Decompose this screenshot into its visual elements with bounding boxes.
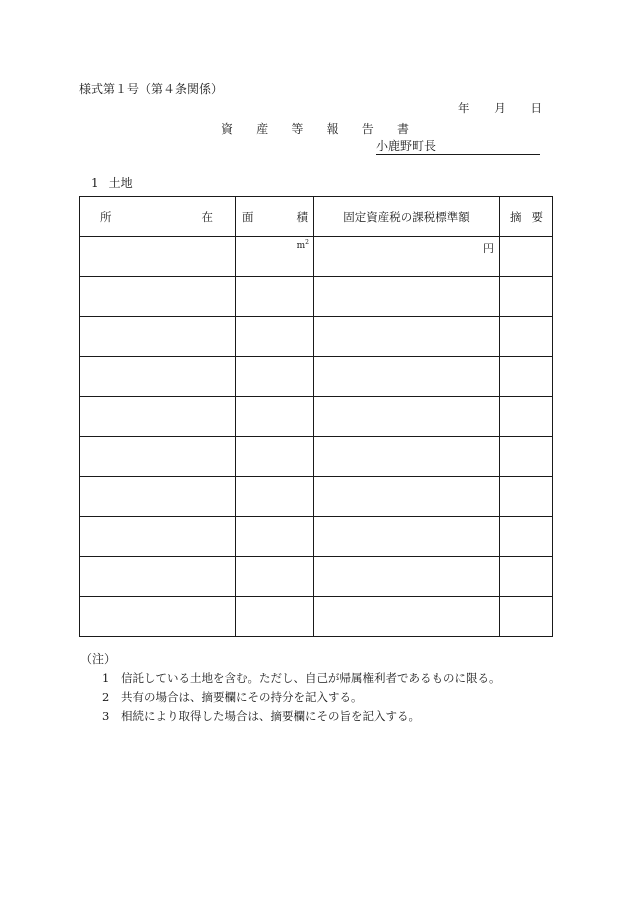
notes-heading: （注） <box>80 652 117 666</box>
area-cell[interactable] <box>236 357 314 397</box>
tax-value-cell[interactable] <box>314 477 500 517</box>
table-row <box>80 477 553 517</box>
table-row <box>80 357 553 397</box>
document-title <box>221 120 409 137</box>
remarks-cell[interactable] <box>500 557 553 597</box>
header-location: 所 在 <box>80 197 236 237</box>
location-cell[interactable] <box>80 317 236 357</box>
date-day: 日 <box>530 101 542 115</box>
table-header-row <box>80 197 553 237</box>
date-month: 月 <box>494 101 506 115</box>
tax-value-cell[interactable] <box>314 517 500 557</box>
header-tax-value: 固定資産税の課税標準額 <box>314 197 500 237</box>
table-row <box>80 597 553 637</box>
note-item: 2 共有の場合は、摘要欄にその持分を記入する。 <box>102 690 363 704</box>
title-char: 等 <box>291 122 304 136</box>
addressee: 小鹿野町長 <box>376 139 540 155</box>
section-number: 1 <box>91 176 99 190</box>
remarks-cell[interactable] <box>500 237 553 277</box>
area-cell[interactable] <box>236 557 314 597</box>
table-row <box>80 397 553 437</box>
remarks-cell[interactable] <box>500 517 553 557</box>
remarks-cell[interactable] <box>500 597 553 637</box>
area-cell[interactable] <box>236 597 314 637</box>
tax-value-cell[interactable] <box>314 557 500 597</box>
yen-unit: 円 <box>483 242 494 255</box>
location-cell[interactable] <box>80 557 236 597</box>
area-cell[interactable] <box>236 437 314 477</box>
area-cell[interactable] <box>236 477 314 517</box>
location-cell[interactable] <box>80 277 236 317</box>
area-cell[interactable] <box>236 517 314 557</box>
location-cell[interactable] <box>80 477 236 517</box>
remarks-cell[interactable] <box>500 437 553 477</box>
date-line <box>458 100 542 116</box>
location-cell[interactable] <box>80 357 236 397</box>
tax-value-cell[interactable] <box>314 357 500 397</box>
area-unit: $m^2$ <box>296 239 309 251</box>
table-row <box>80 237 553 277</box>
area-cell[interactable] <box>236 277 314 317</box>
remarks-cell[interactable] <box>500 397 553 437</box>
note-item: 1 信託している土地を含む。ただし、自己が帰属権利者であるものに限る。 <box>102 671 501 685</box>
location-cell[interactable] <box>80 597 236 637</box>
remarks-cell[interactable] <box>500 317 553 357</box>
remarks-cell[interactable] <box>500 277 553 317</box>
tax-value-cell[interactable] <box>314 597 500 637</box>
land-table <box>79 196 553 637</box>
table-row <box>80 517 553 557</box>
date-year: 年 <box>458 101 470 115</box>
location-cell[interactable] <box>80 397 236 437</box>
section-heading <box>91 174 133 191</box>
section-label: 土地 <box>108 176 133 190</box>
title-char: 資 <box>221 122 234 136</box>
title-char: 書 <box>396 122 409 136</box>
title-char: 告 <box>361 122 374 136</box>
area-cell[interactable] <box>236 317 314 357</box>
remarks-cell[interactable] <box>500 357 553 397</box>
table-row <box>80 277 553 317</box>
table-row <box>80 317 553 357</box>
header-remarks: 摘 要 <box>500 197 553 237</box>
table-row <box>80 557 553 597</box>
tax-value-cell[interactable] <box>314 397 500 437</box>
remarks-cell[interactable] <box>500 477 553 517</box>
area-cell[interactable] <box>236 397 314 437</box>
form-number: 様式第１号（第４条関係） <box>79 82 224 96</box>
tax-value-cell[interactable] <box>314 317 500 357</box>
location-cell[interactable] <box>80 437 236 477</box>
tax-value-cell[interactable] <box>314 237 500 277</box>
tax-value-cell[interactable] <box>314 277 500 317</box>
header-area: 面 積 <box>236 197 314 237</box>
location-cell[interactable] <box>80 517 236 557</box>
area-cell[interactable] <box>236 237 314 277</box>
table-row <box>80 437 553 477</box>
title-char: 報 <box>326 122 339 136</box>
location-cell[interactable] <box>80 237 236 277</box>
note-item: 3 相続により取得した場合は、摘要欄にその旨を記入する。 <box>102 709 420 723</box>
title-char: 産 <box>256 122 269 136</box>
tax-value-cell[interactable] <box>314 437 500 477</box>
